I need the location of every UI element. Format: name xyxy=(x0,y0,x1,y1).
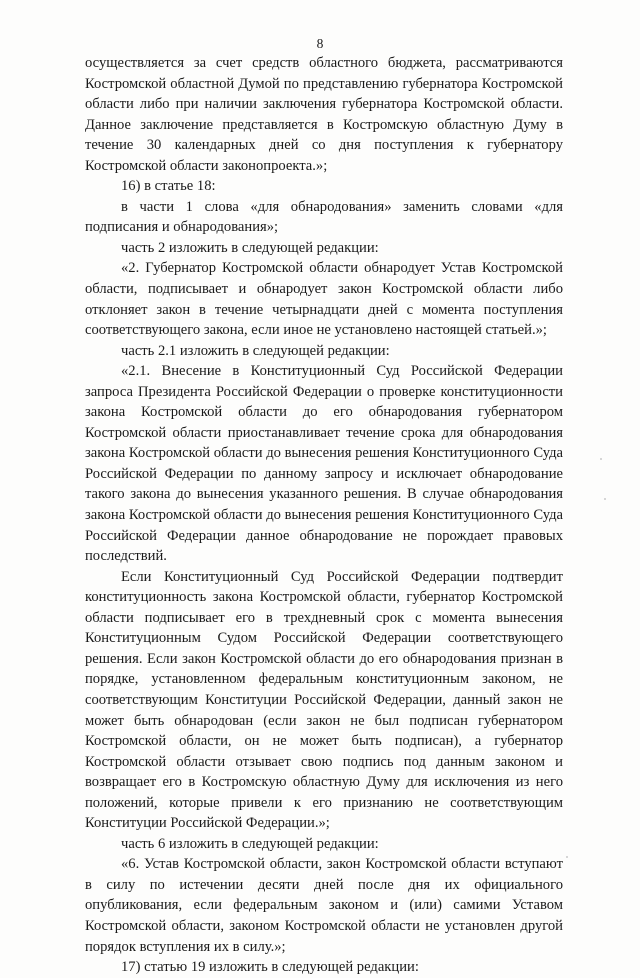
scan-speck xyxy=(566,856,568,858)
paragraph-part-2-1-text: «2.1. Внесение в Конституционный Суд Российской Федерации запроса Президента Российской Федерации о проверке конституционности закона Костромской области до его обнародования губернатором Костромской области приостанавливает течение срока для обнародования закона Костромской области до вынесения решения Конституционного Суда Российской Федерации по данному запросу и исключает обнародование такого закона до вынесения указанного решения. В случае обнародования закона Костромской области до вынесения решения Конституционного Суда Российской Федерации данное обнародование не порождает правовых последствий. xyxy=(85,363,563,565)
paragraph-continuation: осуществляется за счет средств областного бюджета, рассматриваются Костромской областной Думой по представлению губернатора Костромской области либо при наличии заключения губернатора Костромской области. Данное заключение представляется в Костромскую областную Думу в течение 30 календарных дней со дня поступления к губернатору Костромской области законопроекта.»; xyxy=(85,55,563,174)
scan-speck xyxy=(604,498,606,500)
document-body xyxy=(85,53,563,978)
paragraph-part-1-amendment: в части 1 слова «для обнародования» заменить словами «для подписания и обнародования»; xyxy=(85,198,563,236)
page-number: 8 xyxy=(316,36,324,51)
paragraph-part-2-1-continued: Если Конституционный Суд Российской Федерации подтвердит конституционность закона Костромской области, губернатор Костромской области подписывает его в трехдневный срок с момента вынесения Конституционным Судом Российской Федерации соответствующего решения. Если закон Костромской области до его обнародования признан в порядке, установленном федеральным конституционным законом, не соответствующим Конституции Российской Федерации, данный закон не может быть обнародован (если закон не был подписан губернатором Костромской области, он не может быть подписан), а губернатор Костромской области отзывает свою подпись под данным законом и возвращает его в Костромскую областную Думу для исключения из него положений, которые привели к его признанию не соответствующим Конституции Российской Федерации.»; xyxy=(85,568,563,832)
paragraph-part-6-intro: часть 6 изложить в следующей редакции: xyxy=(121,835,379,852)
paragraph-part-2-1-intro: часть 2.1 изложить в следующей редакции: xyxy=(121,342,390,359)
paragraph-item-16: 16) в статье 18: xyxy=(121,178,216,195)
scan-speck xyxy=(600,458,602,460)
paragraph-item-17: 17) статью 19 изложить в следующей редакции: xyxy=(121,959,419,976)
paragraph-part-2-text: «2. Губернатор Костромской области обнародует Устав Костромской области, подписывает и обнародует закон Костромской области либо отклоняет закон в течение четырнадцати дней с момента поступления соответствующего закона, если иное не установлено настоящей статьей.»; xyxy=(85,260,563,339)
paragraph-part-2-intro: часть 2 изложить в следующей редакции: xyxy=(121,239,379,256)
paragraph-part-6-text: «6. Устав Костромской области, закон Костромской области вступают в силу по истечении десяти дней после дня их официального опубликования, если федеральным законом и (или) самими Уставом Костромской области, законом Костромской области не установлен другой порядок вступления их в силу.»; xyxy=(85,856,563,955)
